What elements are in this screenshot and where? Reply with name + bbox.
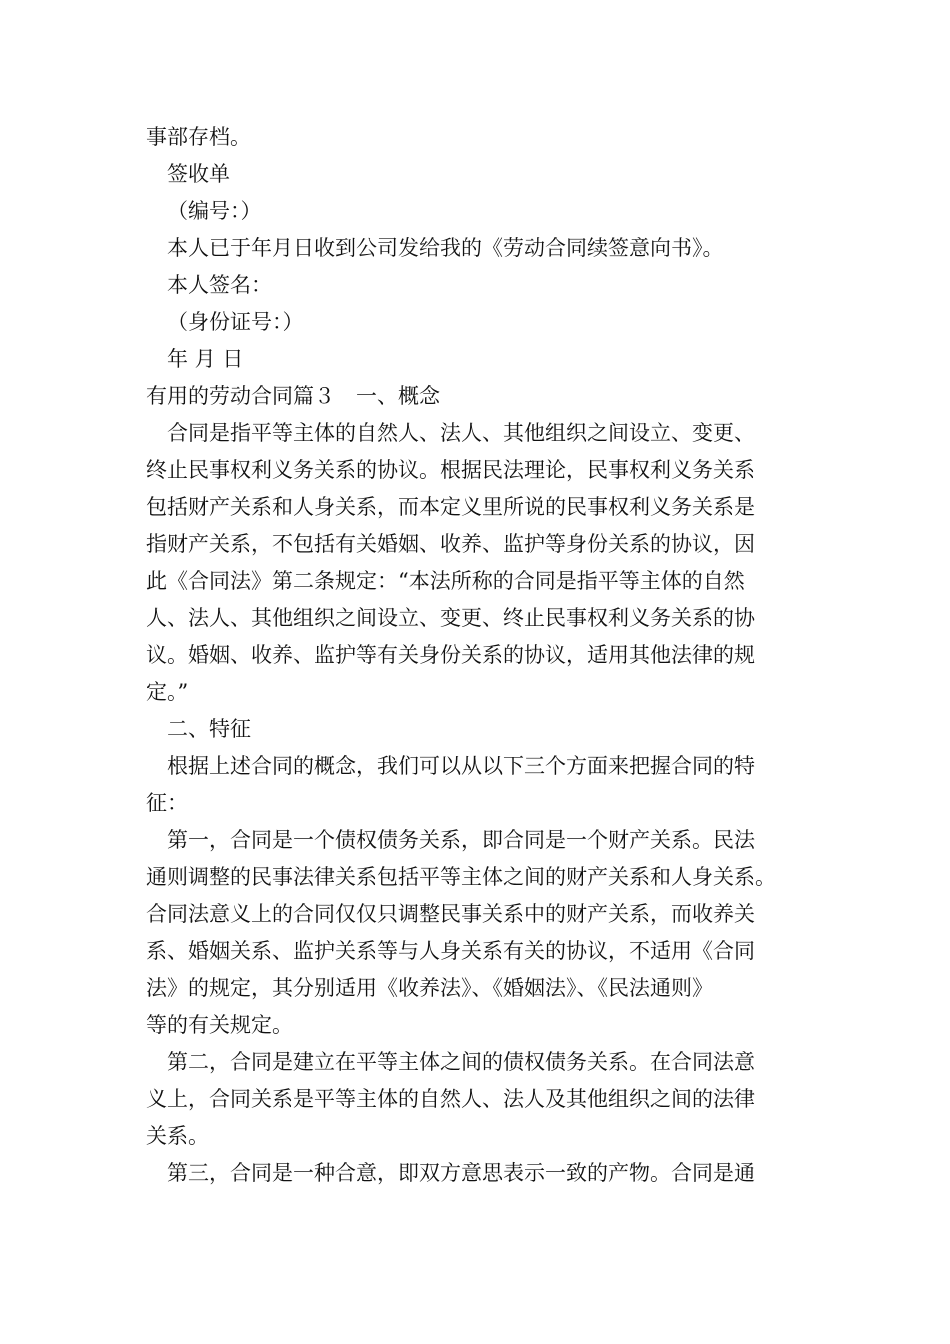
- paragraph-line: 根据上述合同的概念，我们可以从以下三个方面来把握合同的特: [167, 754, 755, 778]
- paragraph-line: 第一，合同是一个债权债务关系，即合同是一个财产关系。民法: [167, 828, 755, 852]
- document-body: [146, 119, 826, 1192]
- paragraph-line: 第二，合同是建立在平等主体之间的债权债务关系。在合同法意: [167, 1050, 755, 1074]
- receipt-title: 签收单: [167, 162, 230, 186]
- paragraph-line: 定。”: [146, 680, 189, 704]
- paragraph-line: 等的有关规定。: [146, 1013, 293, 1037]
- paragraph-line: 合同是指平等主体的自然人、法人、其他组织之间设立、变更、: [167, 421, 755, 445]
- text-line: 事部存档。: [146, 125, 251, 149]
- paragraph-line: 第三，合同是一种合意，即双方意思表示一致的产物。合同是通: [167, 1161, 755, 1185]
- paragraph-line: 系、婚姻关系、监护关系等与人身关系有关的协议，不适用《合同: [146, 939, 755, 963]
- paragraph-line: 指财产关系，不包括有关婚姻、收养、监护等身份关系的协议，因: [146, 532, 755, 556]
- receipt-number: （编号：）: [167, 199, 262, 223]
- paragraph-line: 义上，合同关系是平等主体的自然人、法人及其他组织之间的法律: [146, 1087, 755, 1111]
- paragraph-line: 合同法意义上的合同仅仅只调整民事关系中的财产关系，而收养关: [146, 902, 755, 926]
- paragraph-line: 法》的规定，其分别适用《收养法》、《婚姻法》、《民法通则》: [146, 976, 713, 1000]
- paragraph-line: 关系。: [146, 1124, 209, 1148]
- paragraph-line: 包括财产关系和人身关系，而本定义里所说的民事权利义务关系是: [146, 495, 755, 519]
- paragraph-line: 此《合同法》第二条规定：“本法所称的合同是指平等主体的自然: [146, 569, 745, 593]
- paragraph-line: 人、法人、其他组织之间设立、变更、终止民事权利义务关系的协: [146, 606, 755, 630]
- id-number-label: （身份证号：）: [167, 310, 304, 334]
- paragraph-line: 通则调整的民事法律关系包括平等主体之间的财产关系和人身关系。: [146, 865, 776, 889]
- subheading: 二、特征: [167, 717, 251, 741]
- receipt-statement: 本人已于年月日收到公司发给我的《劳动合同续签意向书》。: [167, 236, 724, 260]
- paragraph-line: 征：: [146, 791, 188, 815]
- paragraph-line: 终止民事权利义务关系的协议。根据民法理论，民事权利义务关系: [146, 458, 755, 482]
- paragraph-line: 议。婚姻、收养、监护等有关身份关系的协议，适用其他法律的规: [146, 643, 755, 667]
- signature-label: 本人签名：: [167, 273, 272, 297]
- section-heading: 有用的劳动合同篇３ 一、概念: [146, 384, 440, 408]
- date-label: 年 月 日: [167, 347, 244, 371]
